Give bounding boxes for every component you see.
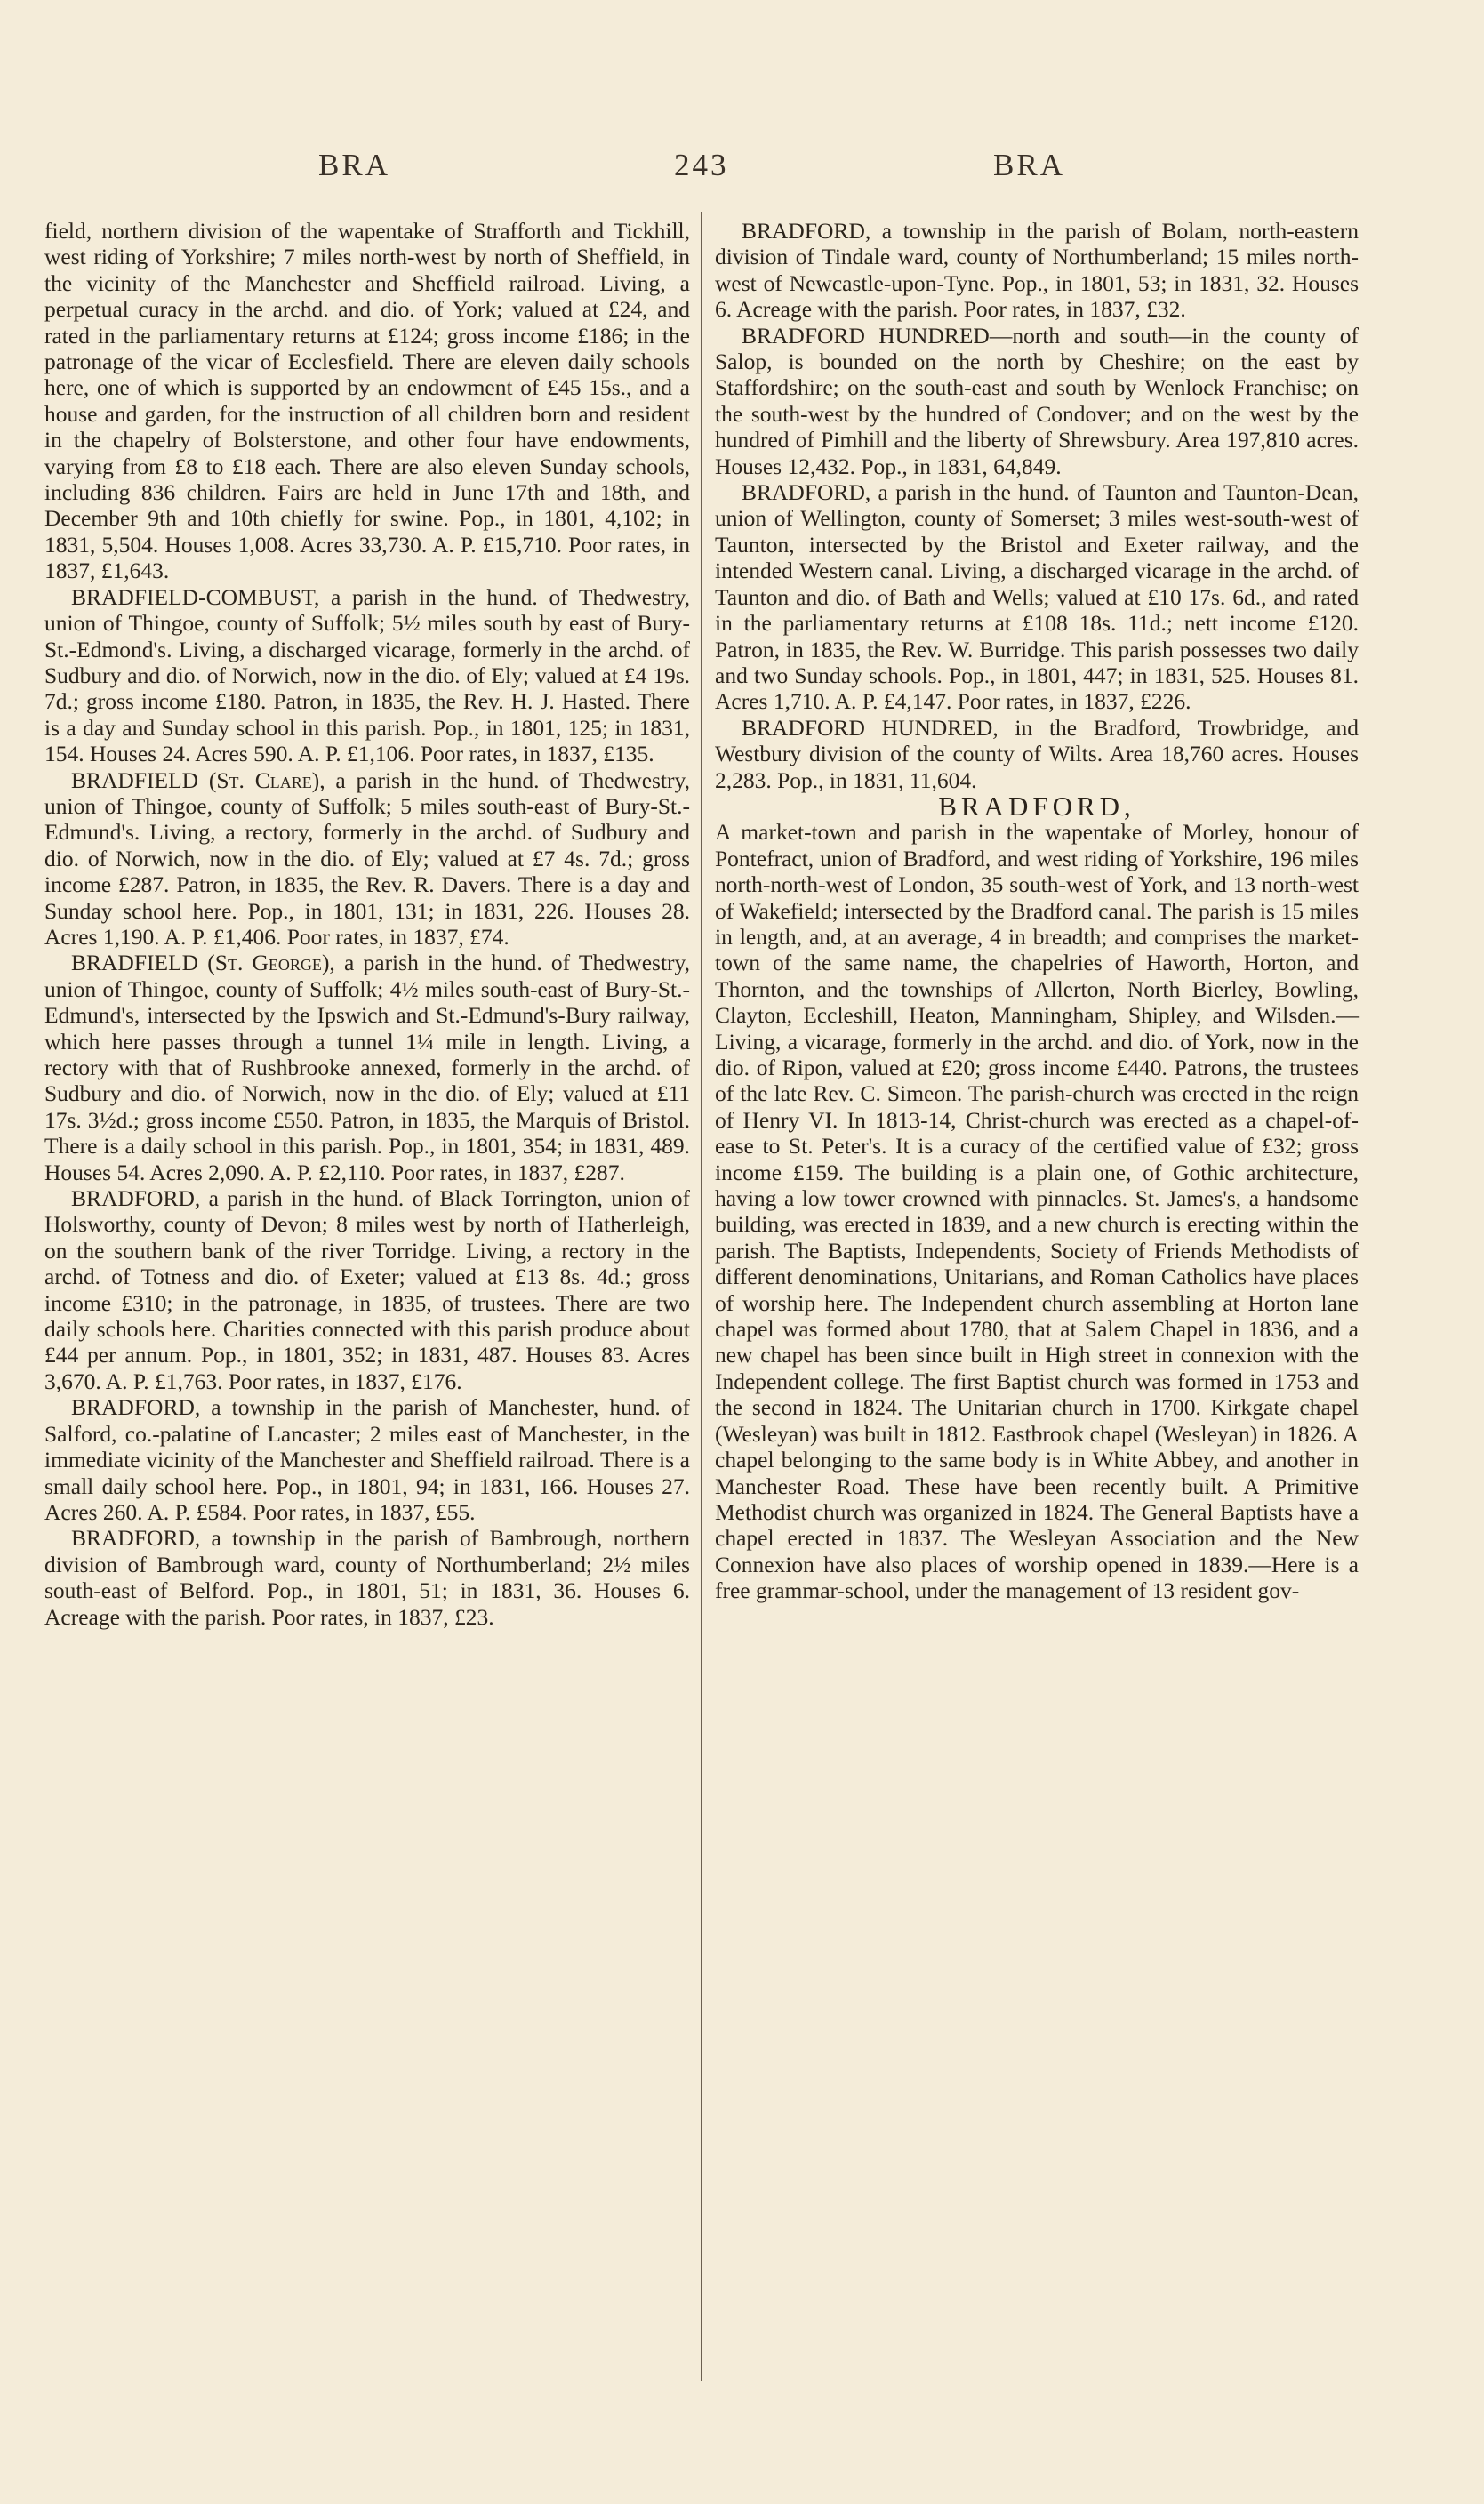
saint-name: St. George <box>214 950 322 976</box>
column-divider <box>701 212 702 2381</box>
saint-name: St. Clare <box>216 766 312 793</box>
page-header <box>0 148 1484 192</box>
left-column <box>44 218 690 1630</box>
page-number: 243 <box>674 148 729 182</box>
entry-bradford-yorkshire: A market-town and parish in the wapentake of Morley, honour of Pontefract, union of Bradford, and west riding of Yorkshire, 196 miles north-north-west of London, 35 south-west of York, and 13 north-west of Wakefield; intersected by the Bradford canal. The parish is 15 miles in length, and, at an average, 4 in breadth; and comprises the market-town of the same name, the chapelries of Haworth, Horton, and Thornton, and the townships of Allerton, North Bierley, Bowling, Clayton, Eccleshill, Heaton, Manningham, Shipley, and Wilsden.—Living, a vicarage, formerly in the archd. and dio. of York, now in the dio. of Ripon, valued at £20; gross income £440. Patrons, the trustees of the late Rev. C. Simeon. The parish-church was erected in the reign of Henry VI. In 1813-14, Christ-church was erected as a chapel-of-ease to St. Peter's. It is a curacy of the certified value of £32; gross income £159. The building is a plain one, of Gothic architecture, having a low tower crowned with pinnacles. St. James's, a handsome building, was erected in 1839, and a new church is erecting within the parish. The Baptists, Independents, Society of Friends Methodists of different denominations, Unitarians, and Roman Catholics have places of worship here. The Independent church assembling at Horton lane chapel was formed about 1780, that at Salem Chapel in 1836, and a new chapel has been since built in High street in connexion with the Independent college. The first Baptist church was formed in 1753 and the second in 1824. The Unitarian church in 1700. Kirkgate chapel (Wesleyan) was built in 1812. Eastbrook chapel (Wesleyan) in 1826. A chapel belonging to the same body is in White Abbey, and another in Manchester Road. These have been recently built. A Primitive Methodist church was organized in 1824. The General Baptists have a chapel erected in 1837. The Wesleyan Association and the New Connexion have also places of worship opened in 1839.—Here is a free grammar-school, under the management of 13 resident gov- <box>715 819 1359 1604</box>
entry-body: ), a parish in the hund. of Thedwestry, union of Thingoe, county of Suffolk; 4½ miles south-east of Bury-St.-Edmund's, intersected by the Ipswich and St.-Edmund's-Bury railway, which here passes through a tunnel 1¼ mile in length. Living, a rectory with that of Rushbrooke annexed, formerly in the archd. of Sudbury and dio. of Norwich, now in the dio. of Ely; valued at £11 17s. 3½d.; gross income £550. Patron, in 1835, the Marquis of Bristol. There is a daily school in this parish. Pop., in 1801, 354; in 1831, 489. Houses 54. Acres 2,090. A. P. £2,110. Poor rates, in 1837, £287. <box>44 950 690 1185</box>
entry-bradford-hundred-wilts: BRADFORD HUNDRED, in the Bradford, Trowbridge, and Westbury division of the county of Wilts. Area 18,760 acres. Houses 2,283. Pop., in 1831, 11,604. <box>715 714 1359 793</box>
running-head-right: BRA <box>993 148 1065 182</box>
entry-bradford-lancaster: BRADFORD, a township in the parish of Manchester, hund. of Salford, co.-palatine of Lancaster; 2 miles east of Manchester, in the immediate vicinity of the Manchester and Sheffield railroad. There is a small daily school here. Pop., in 1801, 94; in 1831, 166. Houses 27. Acres 260. A. P. £584. Poor rates, in 1837, £55. <box>44 1394 690 1525</box>
entry-title: BRADFIELD ( <box>71 766 217 793</box>
entry-bradford-bambrough: BRADFORD, a township in the parish of Bambrough, northern division of Bambrough ward, county of Northumberland; 2½ miles south-east of Belford. Pop., in 1801, 51; in 1831, 36. Houses 6. Acreage with the parish. Poor rates, in 1837, £23. <box>44 1525 690 1630</box>
section-heading: BRADFORD, <box>938 790 1135 822</box>
entry-bradfield-st-george <box>44 950 690 1185</box>
entry-bradfield-st-clare <box>44 767 690 951</box>
entry-body: ), a parish in the hund. of Thedwestry, union of Thingoe, county of Suffolk; 5 miles south-east of Bury-St.-Edmund's. Living, a rectory, formerly in the archd. of Sudbury and dio. of Norwich, now in the dio. of Ely; valued at £7 4s. 7d.; gross income £287. Patron, in 1835, the Rev. R. Davers. There is a day and Sunday school here. Pop., in 1801, 131; in 1831, 226. Houses 28. Acres 1,190. A. P. £1,406. Poor rates, in 1837, £74. <box>44 766 690 950</box>
entry-bradfield-continued: field, northern division of the wapentake of Strafforth and Tickhill, west riding of Yorkshire; 7 miles north-west by north of Sheffield, in the vicinity of the Manchester and Sheffield railroad. Living, a perpetual curacy in the archd. and dio. of York; valued at £24, and rated in the parliamentary returns at £124; gross income £186; in the patronage of the vicar of Ecclesfield. There are eleven daily schools here, one of which is supported by an endowment of £45 15s., and a house and garden, for the instruction of all children born and resident in the chapelry of Bolsterstone, and other four have endowments, varying from £8 to £18 each. There are also eleven Sunday schools, including 836 children. Fairs are held in June 17th and 18th, and December 9th and 10th chiefly for swine. Pop., in 1801, 4,102; in 1831, 5,504. Houses 1,008. Acres 33,730. A. P. £15,710. Poor rates, in 1837, £1,643. <box>44 218 690 584</box>
running-head-left: BRA <box>318 148 390 182</box>
entry-bradford-somerset: BRADFORD, a parish in the hund. of Taunton and Taunton-Dean, union of Wellington, county of Somerset; 3 miles west-south-west of Taunton, intersected by the Bristol and Exeter railway, and the intended Western canal. Living, a discharged vicarage in the archd. of Taunton and dio. of Bath and Wells; valued at £10 17s. 6d., and rated in the parliamentary returns at £108 18s. 11d.; nett income £120. Patron, in 1835, the Rev. W. Burridge. This parish possesses two daily and two Sunday schools. Pop., in 1801, 447; in 1831, 525. Houses 81. Acres 1,710. A. P. £4,147. Poor rates, in 1837, £226. <box>715 479 1359 715</box>
entry-bradford-bolam: BRADFORD, a township in the parish of Bolam, north-eastern division of Tindale ward, county of Northumberland; 15 miles north-west of Newcastle-upon-Tyne. Pop., in 1801, 53; in 1831, 32. Houses 6. Acreage with the parish. Poor rates, in 1837, £32. <box>715 218 1359 323</box>
right-column <box>715 218 1359 1604</box>
entry-bradfield-combust: BRADFIELD-COMBUST, a parish in the hund. of Thedwestry, union of Thingoe, county of Suffolk; 5½ miles south by east of Bury-St.-Edmond's. Living, a discharged vicarage, formerly in the archd. of Sudbury and dio. of Norwich, now in the dio. of Ely; valued at £4 19s. 7d.; gross income £180. Patron, in 1835, the Rev. H. J. Hasted. There is a day and Sunday school in this parish. Pop., in 1801, 125; in 1831, 154. Houses 24. Acres 590. A. P. £1,106. Poor rates, in 1837, £135. <box>44 583 690 767</box>
entry-title: BRADFIELD ( <box>71 950 215 976</box>
entry-bradford-devon: BRADFORD, a parish in the hund. of Black Torrington, union of Holsworthy, county of Devon; 8 miles west by north of Hatherleigh, on the southern bank of the river Torridge. Living, a rectory in the archd. of Totness and dio. of Exeter; valued at £13 8s. 4d.; gross income £310; in the patronage, in 1835, of trustees. There are two daily schools here. Charities connected with this parish produce about £44 per annum. Pop., in 1801, 352; in 1831, 487. Houses 83. Acres 3,670. A. P. £1,763. Poor rates, in 1837, £176. <box>44 1185 690 1394</box>
entry-bradford-hundred-salop: BRADFORD HUNDRED—north and south—in the county of Salop, is bounded on the north by Cheshire; on the east by Staffordshire; on the south-east and south by Wenlock Franchise; on the south-west by the hundred of Condover; and on the west by the hundred of Pimhill and the liberty of Shrewsbury. Area 197,810 acres. Houses 12,432. Pop., in 1831, 64,849. <box>715 322 1359 479</box>
